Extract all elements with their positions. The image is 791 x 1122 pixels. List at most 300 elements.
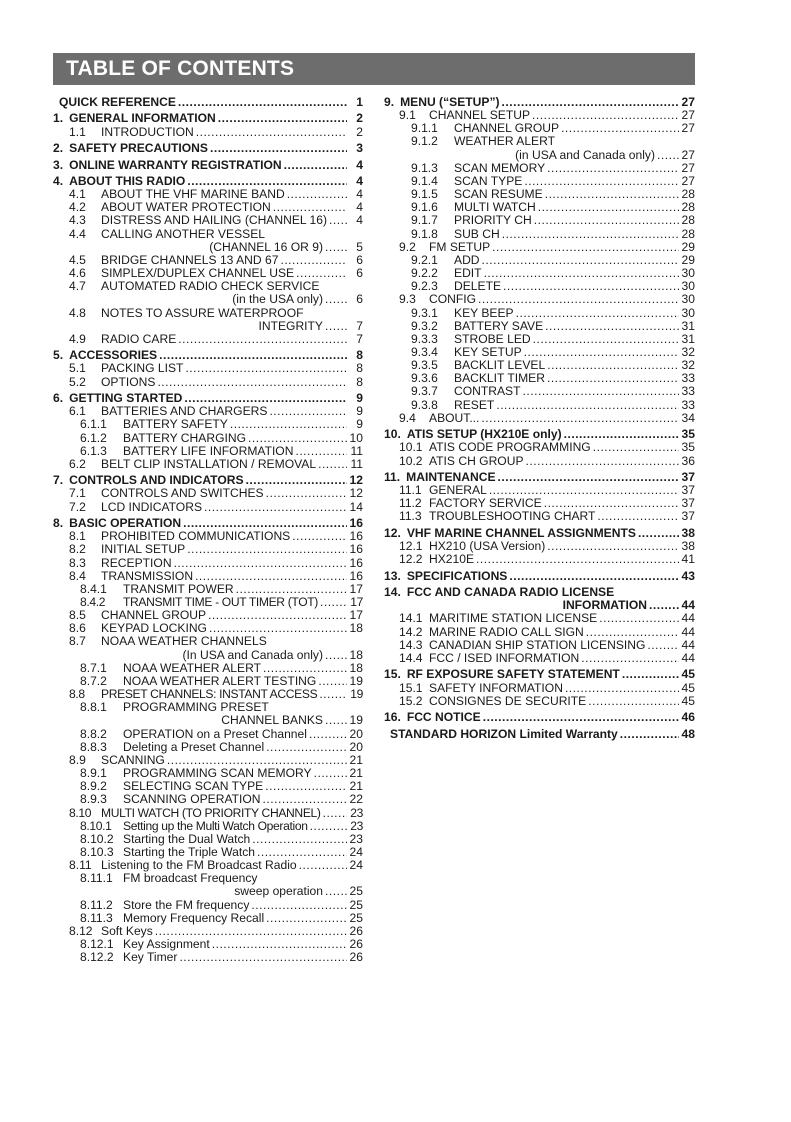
toc-entry[interactable] bbox=[384, 441, 695, 454]
toc-page-number: 16 bbox=[349, 529, 363, 544]
toc-entry-title: PROGRAMMING SCAN MEMORY bbox=[123, 766, 312, 781]
toc-entry[interactable] bbox=[53, 333, 363, 346]
toc-entry-continuation[interactable] bbox=[53, 714, 363, 727]
toc-entry[interactable] bbox=[53, 501, 363, 514]
toc-entry-title: BATTERY SAVE bbox=[454, 318, 544, 333]
toc-entry-number: 4.5 bbox=[69, 252, 86, 267]
toc-page-number: 27 bbox=[681, 160, 695, 175]
toc-entry[interactable] bbox=[384, 214, 695, 227]
toc-entry[interactable] bbox=[53, 418, 363, 431]
toc-entry-title: SCAN TYPE bbox=[454, 173, 523, 188]
dot-leader bbox=[185, 362, 347, 375]
dot-leader bbox=[502, 228, 679, 241]
toc-entry-title: PACKING LIST bbox=[101, 361, 184, 376]
dot-leader bbox=[620, 728, 679, 741]
toc-entry-number: 11.3 bbox=[399, 509, 422, 524]
toc-entry-number: 9.1.1 bbox=[411, 121, 438, 136]
toc-entry-title: STROBE LED bbox=[454, 331, 531, 346]
toc-entry-title: PRIORITY CH bbox=[454, 213, 532, 228]
dot-leader bbox=[320, 596, 347, 609]
toc-entry-title-continued: CHANNEL BANKS bbox=[221, 713, 323, 728]
dot-leader bbox=[329, 214, 347, 227]
toc-page-number: 37 bbox=[681, 469, 695, 484]
toc-entry-number: 5.1 bbox=[69, 361, 86, 376]
dot-leader bbox=[586, 626, 679, 639]
toc-page-number: 23 bbox=[349, 831, 363, 846]
toc-entry-number: 4.2 bbox=[69, 200, 86, 215]
dot-leader bbox=[287, 188, 347, 201]
toc-page-number: 20 bbox=[349, 739, 363, 754]
toc-entry-title: CHANNEL GROUP bbox=[101, 608, 207, 623]
toc-entry-title: FACTORY SERVICE bbox=[429, 496, 542, 511]
dot-leader bbox=[266, 912, 347, 925]
dot-leader bbox=[547, 359, 679, 372]
toc-entry-title: BASIC OPERATION bbox=[69, 516, 182, 531]
toc-entry-number: 8.11.3 bbox=[80, 910, 113, 925]
toc-entry[interactable] bbox=[384, 626, 695, 639]
toc-entry-title: FCC / ISED INFORMATION bbox=[429, 650, 580, 665]
dot-leader bbox=[481, 412, 679, 425]
dot-leader bbox=[638, 527, 679, 540]
toc-entry-continuation[interactable] bbox=[384, 149, 695, 162]
toc-page-number: 28 bbox=[681, 200, 695, 215]
toc-entry-number: 8. bbox=[53, 516, 64, 531]
toc-entry[interactable] bbox=[384, 135, 695, 148]
toc-entry-title: MENU (“SETUP”) bbox=[400, 95, 500, 109]
dot-leader bbox=[314, 767, 347, 780]
toc-entry-number: 12.2 bbox=[399, 552, 423, 567]
dot-leader bbox=[534, 214, 679, 227]
toc-entry-number: 8.7.2 bbox=[80, 673, 107, 688]
toc-entry-title-continued: INTEGRITY bbox=[258, 318, 323, 333]
toc-entry-title: ABOUT... bbox=[429, 410, 480, 425]
toc-entry[interactable] bbox=[384, 510, 695, 523]
toc-entry-title: RADIO CARE bbox=[101, 331, 177, 346]
toc-page-number: 7 bbox=[356, 331, 363, 346]
toc-entry[interactable] bbox=[384, 399, 695, 412]
toc-entry-title: CALLING ANOTHER VESSEL bbox=[101, 226, 265, 241]
toc-entry-title: MARITIME STATION LICENSE bbox=[429, 611, 598, 626]
toc-entry-number: 8.9.1 bbox=[80, 766, 107, 781]
toc-entry-number: 7. bbox=[53, 473, 64, 488]
toc-entry[interactable] bbox=[53, 596, 363, 609]
toc-page-number: 21 bbox=[349, 766, 363, 781]
dot-leader bbox=[284, 159, 347, 172]
toc-entry-number: 4.8 bbox=[69, 305, 86, 320]
toc-entry[interactable] bbox=[53, 793, 363, 806]
toc-entry-number: 13. bbox=[384, 568, 401, 583]
toc-entry[interactable] bbox=[53, 214, 363, 227]
toc-entry-number: 8.4 bbox=[69, 568, 86, 583]
dot-leader bbox=[325, 320, 347, 333]
toc-entry[interactable] bbox=[53, 376, 363, 389]
toc-entry-title: HX210E bbox=[429, 552, 475, 567]
toc-page-number: 2 bbox=[356, 111, 363, 126]
toc-entry[interactable] bbox=[384, 307, 695, 320]
toc-entry-title: CONFIG bbox=[429, 292, 477, 307]
toc-page-number: 45 bbox=[681, 693, 695, 708]
toc-page-number: 34 bbox=[681, 410, 695, 425]
toc-page-number: 4 bbox=[356, 157, 363, 172]
toc-entry-title: CHANNEL GROUP bbox=[454, 121, 560, 136]
toc-entry-continuation[interactable] bbox=[53, 320, 363, 333]
toc-entry[interactable] bbox=[53, 362, 363, 375]
dot-leader bbox=[266, 741, 347, 754]
toc-entry-number: 6.2 bbox=[69, 456, 86, 471]
toc-entry-title: TRANSMIT POWER bbox=[123, 581, 234, 596]
toc-page-number: 31 bbox=[681, 331, 695, 346]
toc-entry[interactable] bbox=[53, 126, 363, 139]
toc-page-number: 30 bbox=[681, 292, 695, 307]
toc-entry-number: 9.1.6 bbox=[411, 200, 438, 215]
dot-leader bbox=[565, 682, 679, 695]
toc-entry-continuation[interactable] bbox=[53, 885, 363, 898]
dot-leader bbox=[547, 162, 679, 175]
toc-entry-number: 12.1 bbox=[399, 539, 423, 554]
toc-entry[interactable] bbox=[384, 586, 695, 599]
toc-entry-number: 8.4.2 bbox=[80, 595, 106, 609]
toc-entry-title: BRIDGE CHANNELS 13 AND 67 bbox=[101, 252, 279, 267]
toc-entry-title: TRANSMISSION bbox=[101, 568, 194, 583]
toc-entry-title: MARINE RADIO CALL SIGN bbox=[429, 624, 584, 639]
toc-entry[interactable] bbox=[384, 412, 695, 425]
toc-page-number: 44 bbox=[681, 611, 695, 626]
toc-entry-title-continued: (In USA and Canada only) bbox=[182, 647, 323, 662]
toc-entry-number: 7.1 bbox=[69, 486, 86, 501]
toc-entry[interactable] bbox=[384, 639, 695, 652]
dot-leader bbox=[503, 280, 679, 293]
toc-entry[interactable] bbox=[384, 652, 695, 665]
dot-leader bbox=[230, 418, 347, 431]
toc-page-number: 9 bbox=[356, 404, 363, 419]
toc-page-number: 45 bbox=[681, 680, 695, 695]
toc-entry-continuation[interactable] bbox=[53, 241, 363, 254]
toc-entry-title: EDIT bbox=[454, 266, 482, 281]
toc-entry[interactable] bbox=[53, 530, 363, 543]
toc-entry[interactable] bbox=[53, 228, 363, 241]
toc-entry-number: 8.8.3 bbox=[80, 739, 107, 754]
toc-entry[interactable] bbox=[53, 951, 363, 964]
toc-entry-title: GETTING STARTED bbox=[69, 391, 183, 406]
toc-page-number: 25 bbox=[349, 910, 363, 925]
toc-entry-title-continued: (in USA and Canada only) bbox=[515, 147, 655, 162]
dot-leader bbox=[265, 780, 347, 793]
dot-leader bbox=[545, 188, 679, 201]
toc-entry-number: 8.4.1 bbox=[80, 581, 107, 596]
toc-entry-title: SCAN MEMORY bbox=[454, 160, 546, 175]
toc-entry-title: GENERAL INFORMATION bbox=[69, 111, 216, 126]
dot-leader bbox=[516, 307, 679, 320]
toc-entry[interactable] bbox=[53, 445, 363, 458]
dot-leader bbox=[597, 510, 679, 523]
toc-entry-title: Setting up the Multi Watch Operation bbox=[123, 818, 308, 833]
toc-right-column bbox=[384, 96, 695, 741]
toc-entry-title: ABOUT WATER PROTECTION bbox=[101, 200, 271, 215]
toc-page-number: 35 bbox=[681, 440, 695, 455]
toc-entry-title: CHANNEL SETUP bbox=[429, 108, 531, 123]
toc-entry-title: Soft Keys bbox=[101, 923, 153, 938]
toc-entry-title: FM SETUP bbox=[429, 239, 491, 254]
toc-entry-title: CONTROLS AND INDICATORS bbox=[69, 473, 244, 488]
dot-leader bbox=[588, 695, 679, 708]
toc-entry-number: 15.2 bbox=[399, 693, 423, 708]
toc-entry-title: OPERATION on a Preset Channel bbox=[123, 726, 307, 741]
toc-page-number: 19 bbox=[349, 673, 363, 688]
dot-leader bbox=[561, 122, 679, 135]
toc-entry-title: PROHIBITED COMMUNICATIONS bbox=[101, 529, 291, 544]
toc-entry-number: 14.2 bbox=[399, 624, 423, 639]
toc-entry-title: RECEPTION bbox=[101, 555, 172, 570]
toc-page-number: 6 bbox=[356, 252, 363, 267]
toc-entry[interactable] bbox=[384, 455, 695, 468]
toc-entry-title: LCD INDICATORS bbox=[101, 499, 203, 514]
dot-leader bbox=[212, 938, 347, 951]
toc-entry[interactable] bbox=[53, 609, 363, 622]
toc-entry[interactable] bbox=[53, 142, 363, 155]
dot-leader bbox=[252, 833, 347, 846]
toc-entry-number: 4.6 bbox=[69, 266, 86, 281]
toc-entry-number: 8.11 bbox=[69, 858, 92, 873]
toc-entry[interactable] bbox=[384, 570, 695, 583]
dot-leader bbox=[318, 458, 347, 471]
toc-entry-title: BATTERY LIFE INFORMATION bbox=[123, 443, 294, 458]
toc-entry-number: 9.1.3 bbox=[411, 160, 438, 175]
dot-leader bbox=[647, 639, 679, 652]
toc-entry[interactable] bbox=[53, 820, 363, 833]
toc-entry[interactable] bbox=[53, 912, 363, 925]
dot-leader bbox=[325, 293, 347, 306]
toc-entry-title: Starting the Triple Watch bbox=[123, 844, 255, 859]
toc-entry-title: Listening to the FM Broadcast Radio bbox=[101, 858, 297, 873]
toc-entry[interactable] bbox=[384, 228, 695, 241]
toc-entry[interactable] bbox=[53, 307, 363, 320]
toc-entry-number: 5. bbox=[53, 348, 64, 363]
toc-entry-number: 4.7 bbox=[69, 279, 86, 294]
toc-page-number: 8 bbox=[356, 374, 363, 389]
toc-page-number: 27 bbox=[681, 173, 695, 188]
toc-entry-number: 3. bbox=[53, 157, 64, 172]
toc-entry-title: FM broadcast Frequency bbox=[123, 871, 258, 886]
toc-page-number: 16 bbox=[349, 542, 363, 557]
toc-entry[interactable] bbox=[53, 872, 363, 885]
toc-page-number: 38 bbox=[681, 525, 695, 540]
toc-entry-title: WEATHER ALERT bbox=[454, 134, 556, 149]
toc-page-number: 3 bbox=[356, 141, 363, 156]
toc-page-number: 27 bbox=[681, 147, 695, 162]
toc-entry[interactable] bbox=[53, 701, 363, 714]
toc-entry-number: 8.10 bbox=[69, 805, 92, 820]
toc-entry[interactable] bbox=[384, 385, 695, 398]
toc-entry-number: 5.2 bbox=[69, 374, 86, 389]
toc-entry-number: 8.9 bbox=[69, 752, 86, 767]
toc-entry-number: 2. bbox=[53, 141, 64, 156]
toc-entry-number: 8.8 bbox=[69, 687, 85, 702]
toc-entry[interactable] bbox=[384, 728, 695, 741]
toc-entry[interactable] bbox=[384, 695, 695, 708]
toc-entry-number: 6.1 bbox=[69, 404, 86, 419]
toc-entry-title: BATTERY CHARGING bbox=[123, 430, 246, 445]
toc-entry-number: 9.4 bbox=[399, 410, 416, 425]
toc-page-number: 17 bbox=[349, 608, 363, 623]
toc-page-number: 18 bbox=[349, 621, 363, 636]
toc-entry[interactable] bbox=[53, 662, 363, 675]
dot-leader bbox=[483, 711, 679, 724]
toc-entry-number: 1. bbox=[53, 111, 64, 126]
toc-entry[interactable] bbox=[384, 293, 695, 306]
dot-leader bbox=[492, 241, 679, 254]
toc-entry[interactable] bbox=[384, 333, 695, 346]
toc-entry-number: 6. bbox=[53, 391, 64, 406]
toc-entry-title: BATTERY SAFETY bbox=[123, 417, 228, 432]
dot-leader bbox=[325, 649, 347, 662]
toc-entry-title: RESET bbox=[454, 397, 495, 412]
toc-entry-continuation[interactable] bbox=[53, 649, 363, 662]
toc-entry[interactable] bbox=[384, 682, 695, 695]
toc-page-number: 30 bbox=[681, 305, 695, 320]
toc-entry-title: RF EXPOSURE SAFETY STATEMENT bbox=[406, 667, 620, 682]
toc-page-number: 27 bbox=[681, 108, 695, 123]
toc-page-number: 9 bbox=[356, 417, 363, 432]
toc-page-number: 28 bbox=[681, 187, 695, 202]
toc-entry-number: 8.6 bbox=[69, 621, 86, 636]
dot-leader bbox=[204, 501, 347, 514]
toc-entry-title: DELETE bbox=[454, 279, 502, 294]
dot-leader bbox=[496, 399, 679, 412]
toc-entry[interactable] bbox=[384, 553, 695, 566]
toc-entry-title: Starting the Dual Watch bbox=[123, 831, 251, 846]
toc-entry[interactable] bbox=[384, 711, 695, 724]
toc-entry-title: CONTROLS AND SWITCHES bbox=[101, 486, 264, 501]
toc-entry-number: 14. bbox=[384, 585, 401, 600]
dot-leader bbox=[266, 487, 347, 500]
toc-entry[interactable] bbox=[53, 899, 363, 912]
toc-page-number: 27 bbox=[681, 121, 695, 136]
dot-leader bbox=[318, 675, 347, 688]
toc-entry-title: NOAA WEATHER CHANNELS bbox=[101, 634, 267, 649]
toc-entry[interactable] bbox=[384, 241, 695, 254]
toc-entry-number: 6.1.1 bbox=[80, 417, 107, 432]
toc-entry-number: 8.7 bbox=[69, 634, 86, 649]
toc-entry[interactable] bbox=[53, 741, 363, 754]
dot-leader bbox=[498, 471, 679, 484]
toc-page-number: 32 bbox=[681, 344, 695, 359]
toc-entry-title: BACKLIT LEVEL bbox=[454, 358, 546, 373]
toc-entry-title: Key Timer bbox=[123, 950, 178, 965]
toc-entry[interactable] bbox=[53, 112, 363, 125]
toc-page-number: 4 bbox=[356, 213, 363, 228]
dot-leader bbox=[218, 112, 347, 125]
toc-entry-number: 8.11.2 bbox=[80, 897, 113, 912]
toc-entry-title: FCC NOTICE bbox=[406, 710, 481, 725]
toc-entry[interactable] bbox=[53, 280, 363, 293]
dot-leader bbox=[208, 609, 347, 622]
toc-page-number: 37 bbox=[681, 483, 695, 498]
toc-entry[interactable] bbox=[53, 635, 363, 648]
toc-entry[interactable] bbox=[53, 543, 363, 556]
dot-leader bbox=[295, 445, 347, 458]
dot-leader bbox=[269, 405, 347, 418]
dot-leader bbox=[484, 267, 679, 280]
toc-page-number: 19 bbox=[350, 687, 363, 702]
toc-entry-title: ATIS CODE PROGRAMMING bbox=[429, 440, 591, 455]
toc-entry-number: 9.1.7 bbox=[411, 213, 438, 228]
toc-entry[interactable] bbox=[384, 162, 695, 175]
dot-leader bbox=[179, 951, 347, 964]
toc-entry-number: 9.3.4 bbox=[411, 344, 438, 359]
toc-entry-number: 9.3.7 bbox=[411, 384, 438, 399]
toc-entry-title: NOAA WEATHER ALERT bbox=[123, 660, 261, 675]
toc-page-number: 35 bbox=[681, 427, 695, 442]
toc-entry-number: 14.3 bbox=[399, 637, 423, 652]
toc-page-number: 33 bbox=[681, 384, 695, 399]
toc-entry-number: 9.1.4 bbox=[411, 173, 438, 188]
toc-entry[interactable] bbox=[53, 159, 363, 172]
dot-leader bbox=[533, 333, 679, 346]
toc-entry-title: BATTERIES AND CHARGERS bbox=[101, 404, 268, 419]
toc-entry-title: AUTOMATED RADIO CHECK SERVICE bbox=[101, 279, 320, 294]
toc-entry[interactable] bbox=[53, 570, 363, 583]
dot-leader bbox=[547, 540, 679, 553]
toc-entry-title-continued: sweep operation bbox=[234, 884, 323, 899]
toc-page-number: 8 bbox=[356, 348, 363, 363]
toc-entry-number: 8.1 bbox=[69, 529, 86, 544]
toc-entry-number: 4.9 bbox=[69, 331, 86, 346]
toc-entry-title: QUICK REFERENCE bbox=[59, 95, 176, 109]
toc-entry[interactable] bbox=[53, 833, 363, 846]
dot-leader bbox=[593, 441, 679, 454]
toc-entry[interactable] bbox=[53, 487, 363, 500]
toc-entry[interactable] bbox=[53, 432, 363, 445]
toc-page-number: 4 bbox=[356, 173, 363, 188]
toc-entry[interactable] bbox=[384, 668, 695, 681]
toc-entry-number: 4.1 bbox=[69, 187, 86, 202]
toc-entry-title: SELECTING SCAN TYPE bbox=[123, 779, 264, 794]
toc-entry-continuation[interactable] bbox=[53, 293, 363, 306]
dot-leader bbox=[263, 662, 347, 675]
toc-page-number: 18 bbox=[349, 660, 363, 675]
toc-entry-number: 10. bbox=[384, 427, 401, 442]
toc-page-number: 24 bbox=[349, 858, 363, 873]
toc-entry-number: 8.12.1 bbox=[80, 937, 114, 952]
toc-entry-number: 8.3 bbox=[69, 555, 86, 570]
toc-entry[interactable] bbox=[384, 612, 695, 625]
toc-entry-number: 8.10.1 bbox=[80, 818, 112, 833]
toc-entry[interactable] bbox=[53, 557, 363, 570]
toc-entry-number: 9.2.2 bbox=[411, 266, 438, 281]
toc-entry[interactable] bbox=[53, 458, 363, 471]
toc-entry[interactable] bbox=[384, 320, 695, 333]
toc-entry-number: 14.4 bbox=[399, 650, 423, 665]
toc-entry-number: 4. bbox=[53, 173, 64, 188]
toc-entry-title-continued: (CHANNEL 16 OR 9) bbox=[209, 239, 323, 254]
toc-entry[interactable] bbox=[53, 96, 363, 109]
toc-entry-number: 10.2 bbox=[399, 453, 423, 468]
toc-entry[interactable] bbox=[53, 728, 363, 741]
toc-entry-number: 6.1.3 bbox=[80, 443, 107, 458]
toc-entry-number: 14.1 bbox=[399, 611, 423, 626]
toc-page-number: 16 bbox=[349, 516, 363, 531]
toc-page-number: 14 bbox=[349, 499, 363, 514]
toc-page-number: 8 bbox=[356, 361, 363, 376]
dot-leader bbox=[251, 899, 347, 912]
toc-entry-title: ATIS CH GROUP bbox=[429, 453, 524, 468]
toc-entry-title: MULTI WATCH (TO PRIORITY CHANNEL) bbox=[101, 805, 321, 820]
toc-page-number: 21 bbox=[349, 779, 363, 794]
toc-entry-title: Store the FM frequency bbox=[123, 897, 250, 912]
toc-entry[interactable] bbox=[53, 807, 363, 820]
toc-entry[interactable] bbox=[53, 349, 363, 362]
toc-entry-title: SCAN RESUME bbox=[454, 187, 543, 202]
